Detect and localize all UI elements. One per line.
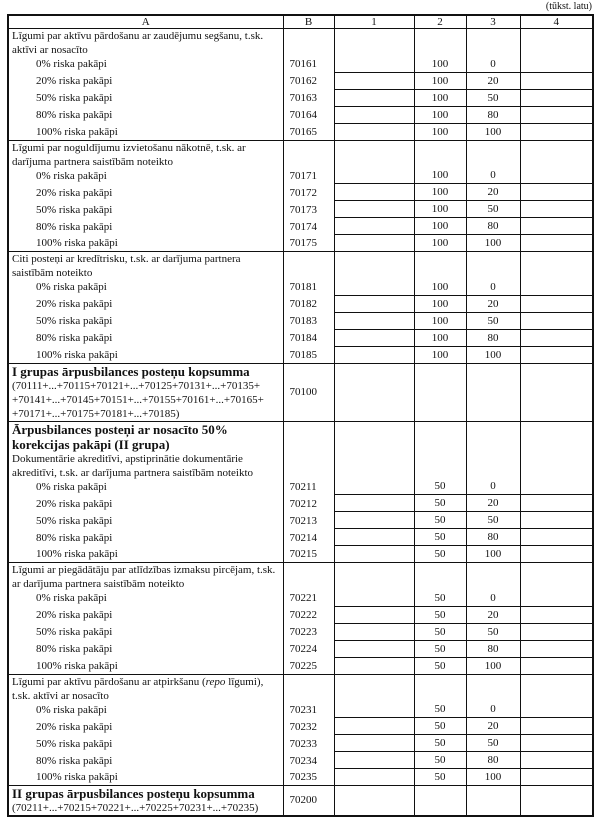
cell-col2: 50 bbox=[414, 606, 466, 623]
cell-col4[interactable] bbox=[520, 218, 593, 235]
group-title-segment: repo bbox=[205, 675, 226, 688]
row-code: 70223 bbox=[283, 623, 334, 640]
total-label-cell bbox=[8, 363, 283, 421]
cell-col3: 80 bbox=[466, 218, 520, 235]
row-label-cell bbox=[8, 512, 283, 529]
cell-col2: 100 bbox=[414, 184, 466, 201]
table-row bbox=[8, 235, 593, 252]
table-row bbox=[8, 106, 593, 123]
table-row bbox=[8, 218, 593, 235]
cell-col2: 100 bbox=[414, 72, 466, 89]
cell-col2: 50 bbox=[414, 735, 466, 752]
table-row bbox=[8, 563, 593, 607]
cell-col2[interactable] bbox=[414, 786, 466, 817]
table-row bbox=[8, 329, 593, 346]
row-label-cell bbox=[8, 72, 283, 89]
cell-col2: 100 bbox=[414, 295, 466, 312]
row-code: 70233 bbox=[283, 735, 334, 752]
cell-col2: 50 bbox=[414, 640, 466, 657]
row-label: 20% riska pakāpi bbox=[36, 609, 113, 621]
cell-col3: 0 bbox=[466, 29, 520, 73]
cell-col3: 0 bbox=[466, 140, 520, 184]
row-code: 70181 bbox=[283, 252, 334, 296]
row-label-cell bbox=[8, 184, 283, 201]
row-code: 70231 bbox=[283, 674, 334, 718]
table-row bbox=[8, 546, 593, 563]
table-row bbox=[8, 89, 593, 106]
row-label: 0% riska pakāpi bbox=[36, 58, 107, 70]
table-row bbox=[8, 29, 593, 73]
total-title: I grupas ārpusbilances posteņu kopsumma bbox=[12, 363, 250, 379]
cell-col4[interactable] bbox=[520, 640, 593, 657]
cell-col4[interactable] bbox=[520, 106, 593, 123]
cell-col4[interactable] bbox=[520, 718, 593, 735]
total-title: II grupas ārpusbilances posteņu kopsumma bbox=[12, 786, 255, 801]
header-row bbox=[8, 15, 593, 29]
cell-col1[interactable] bbox=[334, 769, 414, 786]
cell-col1[interactable] bbox=[334, 606, 414, 623]
row-code: 70213 bbox=[283, 512, 334, 529]
row-label-cell bbox=[8, 123, 283, 140]
cell-col1[interactable] bbox=[334, 184, 414, 201]
cell-col3: 100 bbox=[466, 346, 520, 363]
cell-col4[interactable] bbox=[520, 786, 593, 817]
col-header-b: B bbox=[283, 15, 334, 29]
group-title bbox=[12, 563, 280, 591]
cell-col2: 100 bbox=[414, 106, 466, 123]
table-row bbox=[8, 295, 593, 312]
cell-col1[interactable] bbox=[334, 201, 414, 218]
cell-col2: 50 bbox=[414, 495, 466, 512]
row-label: 20% riska pakāpi bbox=[36, 298, 113, 310]
row-label: 100% riska pakāpi bbox=[36, 348, 118, 361]
group-title-segment: Citi posteņi ar kredītrisku, t.sk. ar darījuma partnera saistībām noteikto bbox=[12, 253, 241, 279]
cell-col1[interactable] bbox=[334, 623, 414, 640]
cell-col1[interactable] bbox=[334, 123, 414, 140]
total-row bbox=[8, 786, 593, 817]
cell-col4[interactable] bbox=[520, 674, 593, 718]
row-code: 70224 bbox=[283, 640, 334, 657]
cell-col2: 50 bbox=[414, 623, 466, 640]
cell-col1[interactable] bbox=[334, 640, 414, 657]
cell-col2: 100 bbox=[414, 29, 466, 73]
cell-col4[interactable] bbox=[520, 512, 593, 529]
row-label-cell bbox=[8, 140, 283, 184]
row-code: 70234 bbox=[283, 752, 334, 769]
row-label-cell bbox=[8, 201, 283, 218]
group-title bbox=[12, 29, 280, 57]
cell-col4[interactable] bbox=[520, 235, 593, 252]
row-label-cell bbox=[8, 674, 283, 718]
row-label: 50% riska pakāpi bbox=[36, 92, 113, 104]
row-label: 50% riska pakāpi bbox=[36, 315, 113, 327]
cell-col4[interactable] bbox=[520, 312, 593, 329]
group-title-segment: Līgumi ar piegādātāju par atlīdzības izmaksu pircējam, t.sk. ar darījuma partnera saistībām noteikto bbox=[12, 564, 276, 590]
group-title-segment: Dokumentārie akreditīvi, apstiprinātie dokumentārie akreditīvi, t.sk. ar darījuma partnera saistībām noteikto bbox=[12, 452, 254, 479]
cell-col1[interactable] bbox=[334, 72, 414, 89]
cell-col1[interactable] bbox=[334, 786, 414, 817]
row-code: 70215 bbox=[283, 546, 334, 563]
row-code: 70200 bbox=[283, 786, 334, 817]
cell-col4[interactable] bbox=[520, 623, 593, 640]
total-formula: (70111+...+70115+70121+...+70125+70131+...+70135+ +70141+...+70145+70151+...+70155+70161+...+70165+ +70171+...+70175+70181+...+70185) bbox=[12, 379, 264, 420]
row-label: 80% riska pakāpi bbox=[36, 109, 113, 121]
cell-col2: 100 bbox=[414, 201, 466, 218]
cell-col3: 50 bbox=[466, 623, 520, 640]
cell-col4[interactable] bbox=[520, 184, 593, 201]
row-label-cell bbox=[8, 29, 283, 73]
cell-col3: 0 bbox=[466, 252, 520, 296]
cell-col4[interactable] bbox=[520, 769, 593, 786]
off-balance-table bbox=[7, 14, 594, 817]
group-title-segment: Līgumi par aktīvu pārdošanu ar atpirkšanu ( bbox=[12, 675, 206, 688]
cell-col4[interactable] bbox=[520, 752, 593, 769]
cell-col1[interactable] bbox=[334, 89, 414, 106]
table-row bbox=[8, 674, 593, 718]
cell-col2: 50 bbox=[414, 657, 466, 674]
row-code: 70172 bbox=[283, 184, 334, 201]
row-label: 0% riska pakāpi bbox=[36, 592, 107, 604]
row-code: 70235 bbox=[283, 769, 334, 786]
cell-col2: 50 bbox=[414, 512, 466, 529]
cell-col3: 100 bbox=[466, 769, 520, 786]
cell-col4[interactable] bbox=[520, 346, 593, 363]
row-code: 70184 bbox=[283, 329, 334, 346]
cell-col1[interactable] bbox=[334, 563, 414, 607]
row-label: 50% riska pakāpi bbox=[36, 203, 113, 216]
cell-col3: 0 bbox=[466, 674, 520, 718]
row-label-cell bbox=[8, 346, 283, 363]
cell-col2: 50 bbox=[414, 546, 466, 563]
row-code: 70212 bbox=[283, 495, 334, 512]
cell-col1[interactable] bbox=[334, 363, 414, 421]
row-label-cell bbox=[8, 235, 283, 252]
row-label: 20% riska pakāpi bbox=[36, 75, 113, 87]
row-code: 70163 bbox=[283, 89, 334, 106]
cell-col3: 50 bbox=[466, 312, 520, 329]
cell-col3: 50 bbox=[466, 512, 520, 529]
cell-col2: 100 bbox=[414, 89, 466, 106]
row-code: 70221 bbox=[283, 563, 334, 607]
row-label-cell bbox=[8, 752, 283, 769]
table-row bbox=[8, 606, 593, 623]
row-code: 70174 bbox=[283, 218, 334, 235]
cell-col2: 50 bbox=[414, 674, 466, 718]
row-label: 80% riska pakāpi bbox=[36, 754, 113, 767]
cell-col4[interactable] bbox=[520, 606, 593, 623]
cell-col4[interactable] bbox=[520, 546, 593, 563]
table-row bbox=[8, 735, 593, 752]
cell-col1[interactable] bbox=[334, 421, 414, 495]
cell-col1[interactable] bbox=[334, 657, 414, 674]
row-label: 20% riska pakāpi bbox=[36, 497, 113, 510]
cell-col1[interactable] bbox=[334, 735, 414, 752]
total-formula: (70211+...+70215+70221+...+70225+70231+...+70235) bbox=[12, 802, 259, 814]
table-row bbox=[8, 495, 593, 512]
cell-col1[interactable] bbox=[334, 512, 414, 529]
cell-col1[interactable] bbox=[334, 346, 414, 363]
row-label-cell bbox=[8, 546, 283, 563]
cell-col1[interactable] bbox=[334, 718, 414, 735]
row-label: 80% riska pakāpi bbox=[36, 643, 113, 655]
row-code: 70100 bbox=[283, 363, 334, 421]
cell-col3: 80 bbox=[466, 106, 520, 123]
cell-col2: 50 bbox=[414, 752, 466, 769]
row-label-cell bbox=[8, 529, 283, 546]
row-label: 20% riska pakāpi bbox=[36, 186, 113, 199]
row-label-cell bbox=[8, 106, 283, 123]
table-row bbox=[8, 123, 593, 140]
row-label: 100% riska pakāpi bbox=[36, 125, 118, 138]
cell-col3: 80 bbox=[466, 640, 520, 657]
row-label-cell bbox=[8, 657, 283, 674]
row-label-cell bbox=[8, 718, 283, 735]
row-label-cell bbox=[8, 623, 283, 640]
table-row bbox=[8, 421, 593, 495]
row-code: 70182 bbox=[283, 295, 334, 312]
row-code: 70175 bbox=[283, 235, 334, 252]
row-code: 70162 bbox=[283, 72, 334, 89]
col-header-1: 1 bbox=[334, 15, 414, 29]
table-row bbox=[8, 752, 593, 769]
cell-col2: 100 bbox=[414, 140, 466, 184]
cell-col1[interactable] bbox=[334, 312, 414, 329]
cell-col3: 80 bbox=[466, 529, 520, 546]
row-code: 70164 bbox=[283, 106, 334, 123]
cell-col2[interactable] bbox=[414, 363, 466, 421]
cell-col3: 20 bbox=[466, 606, 520, 623]
cell-col3[interactable] bbox=[466, 786, 520, 817]
row-label: 0% riska pakāpi bbox=[36, 480, 107, 493]
row-code: 70173 bbox=[283, 201, 334, 218]
cell-col3: 20 bbox=[466, 495, 520, 512]
cell-col4[interactable] bbox=[520, 140, 593, 184]
cell-col4[interactable] bbox=[520, 421, 593, 495]
cell-col2: 100 bbox=[414, 235, 466, 252]
row-label-cell bbox=[8, 495, 283, 512]
table-row bbox=[8, 140, 593, 184]
row-label: 0% riska pakāpi bbox=[36, 169, 107, 182]
group-title-segment: Līgumi par aktīvu pārdošanu ar zaudējumu segšanu, t.sk. aktīvi ar nosacīto bbox=[12, 30, 264, 56]
cell-col2: 100 bbox=[414, 346, 466, 363]
col-header-3: 3 bbox=[466, 15, 520, 29]
row-label-cell bbox=[8, 640, 283, 657]
cell-col2: 50 bbox=[414, 529, 466, 546]
col-header-a: A bbox=[8, 15, 283, 29]
table-row bbox=[8, 640, 593, 657]
row-code: 70171 bbox=[283, 140, 334, 184]
cell-col4[interactable] bbox=[520, 363, 593, 421]
cell-col2: 50 bbox=[414, 718, 466, 735]
total-row bbox=[8, 363, 593, 421]
col-header-4: 4 bbox=[520, 15, 593, 29]
cell-col2: 100 bbox=[414, 218, 466, 235]
cell-col3: 0 bbox=[466, 421, 520, 495]
table-row bbox=[8, 657, 593, 674]
cell-col3: 50 bbox=[466, 735, 520, 752]
cell-col2: 50 bbox=[414, 421, 466, 495]
group-title-segment: Līgumi par noguldījumu izvietošanu nākotnē, t.sk. ar darījuma partnera saistībām noteikto bbox=[12, 141, 246, 168]
row-label-cell bbox=[8, 421, 283, 495]
group-title bbox=[12, 141, 280, 169]
cell-col3[interactable] bbox=[466, 363, 520, 421]
group-heading: Ārpusbilances posteņi ar nosacīto 50% korekcijas pakāpi (II grupa) bbox=[12, 421, 228, 452]
table-row bbox=[8, 529, 593, 546]
table-row bbox=[8, 312, 593, 329]
cell-col2: 50 bbox=[414, 769, 466, 786]
table-row bbox=[8, 201, 593, 218]
table-row bbox=[8, 769, 593, 786]
cell-col4[interactable] bbox=[520, 295, 593, 312]
cell-col4[interactable] bbox=[520, 495, 593, 512]
cell-col1[interactable] bbox=[334, 218, 414, 235]
table-row bbox=[8, 252, 593, 296]
cell-col2: 100 bbox=[414, 312, 466, 329]
cell-col1[interactable] bbox=[334, 106, 414, 123]
row-label: 100% riska pakāpi bbox=[36, 548, 118, 560]
cell-col4[interactable] bbox=[520, 735, 593, 752]
row-code: 70232 bbox=[283, 718, 334, 735]
row-code: 70214 bbox=[283, 529, 334, 546]
cell-col1[interactable] bbox=[334, 329, 414, 346]
cell-col3: 100 bbox=[466, 123, 520, 140]
cell-col3: 50 bbox=[466, 201, 520, 218]
cell-col1[interactable] bbox=[334, 235, 414, 252]
cell-col2: 100 bbox=[414, 329, 466, 346]
unit-label: (tūkst. latu) bbox=[545, 1, 592, 12]
cell-col1[interactable] bbox=[334, 140, 414, 184]
table-row bbox=[8, 623, 593, 640]
row-code: 70211 bbox=[283, 421, 334, 495]
group-title bbox=[12, 675, 280, 703]
group-title bbox=[12, 252, 280, 280]
cell-col4[interactable] bbox=[520, 329, 593, 346]
row-code: 70185 bbox=[283, 346, 334, 363]
row-label-cell bbox=[8, 606, 283, 623]
cell-col1[interactable] bbox=[334, 546, 414, 563]
row-label: 80% riska pakāpi bbox=[36, 531, 113, 544]
row-label-cell bbox=[8, 735, 283, 752]
cell-col4[interactable] bbox=[520, 252, 593, 296]
cell-col3: 20 bbox=[466, 184, 520, 201]
row-code: 70183 bbox=[283, 312, 334, 329]
table-row bbox=[8, 512, 593, 529]
cell-col1[interactable] bbox=[334, 495, 414, 512]
cell-col3: 100 bbox=[466, 546, 520, 563]
row-label: 100% riska pakāpi bbox=[36, 659, 118, 672]
cell-col1[interactable] bbox=[334, 252, 414, 296]
row-label: 50% riska pakāpi bbox=[36, 737, 113, 750]
cell-col3: 20 bbox=[466, 295, 520, 312]
row-code: 70161 bbox=[283, 29, 334, 73]
cell-col2: 100 bbox=[414, 123, 466, 140]
cell-col4[interactable] bbox=[520, 657, 593, 674]
table-row bbox=[8, 72, 593, 89]
cell-col4[interactable] bbox=[520, 529, 593, 546]
cell-col3: 20 bbox=[466, 72, 520, 89]
row-label: 0% riska pakāpi bbox=[36, 281, 107, 293]
cell-col3: 80 bbox=[466, 329, 520, 346]
cell-col1[interactable] bbox=[334, 295, 414, 312]
row-label-cell bbox=[8, 769, 283, 786]
table-row bbox=[8, 718, 593, 735]
row-label-cell bbox=[8, 312, 283, 329]
group-title-segment: līgumi), t.sk. aktīvi ar nosacīto bbox=[12, 675, 264, 702]
row-label: 80% riska pakāpi bbox=[36, 332, 113, 344]
cell-col1[interactable] bbox=[334, 674, 414, 718]
cell-col3: 100 bbox=[466, 235, 520, 252]
cell-col4[interactable] bbox=[520, 29, 593, 73]
cell-col4[interactable] bbox=[520, 201, 593, 218]
row-label-cell bbox=[8, 89, 283, 106]
cell-col3: 100 bbox=[466, 657, 520, 674]
row-label-cell bbox=[8, 218, 283, 235]
row-label: 0% riska pakāpi bbox=[36, 703, 107, 716]
row-label: 50% riska pakāpi bbox=[36, 514, 113, 527]
cell-col4[interactable] bbox=[520, 563, 593, 607]
cell-col3: 80 bbox=[466, 752, 520, 769]
row-label-cell bbox=[8, 563, 283, 607]
cell-col3: 50 bbox=[466, 89, 520, 106]
row-label: 80% riska pakāpi bbox=[36, 220, 113, 233]
cell-col3: 0 bbox=[466, 563, 520, 607]
row-label-cell bbox=[8, 329, 283, 346]
table-row bbox=[8, 346, 593, 363]
col-header-2: 2 bbox=[414, 15, 466, 29]
row-code: 70225 bbox=[283, 657, 334, 674]
row-code: 70222 bbox=[283, 606, 334, 623]
group-title bbox=[12, 452, 280, 480]
cell-col4[interactable] bbox=[520, 89, 593, 106]
row-label-cell bbox=[8, 295, 283, 312]
cell-col4[interactable] bbox=[520, 72, 593, 89]
total-label-cell bbox=[8, 786, 283, 817]
row-label: 100% riska pakāpi bbox=[36, 771, 118, 783]
row-label-cell bbox=[8, 252, 283, 296]
cell-col1[interactable] bbox=[334, 29, 414, 73]
cell-col4[interactable] bbox=[520, 123, 593, 140]
row-label: 100% riska pakāpi bbox=[36, 237, 118, 249]
table-row bbox=[8, 184, 593, 201]
row-label: 20% riska pakāpi bbox=[36, 720, 113, 733]
row-label: 50% riska pakāpi bbox=[36, 626, 113, 638]
cell-col1[interactable] bbox=[334, 752, 414, 769]
cell-col2: 50 bbox=[414, 563, 466, 607]
row-code: 70165 bbox=[283, 123, 334, 140]
cell-col3: 20 bbox=[466, 718, 520, 735]
cell-col1[interactable] bbox=[334, 529, 414, 546]
cell-col2: 100 bbox=[414, 252, 466, 296]
